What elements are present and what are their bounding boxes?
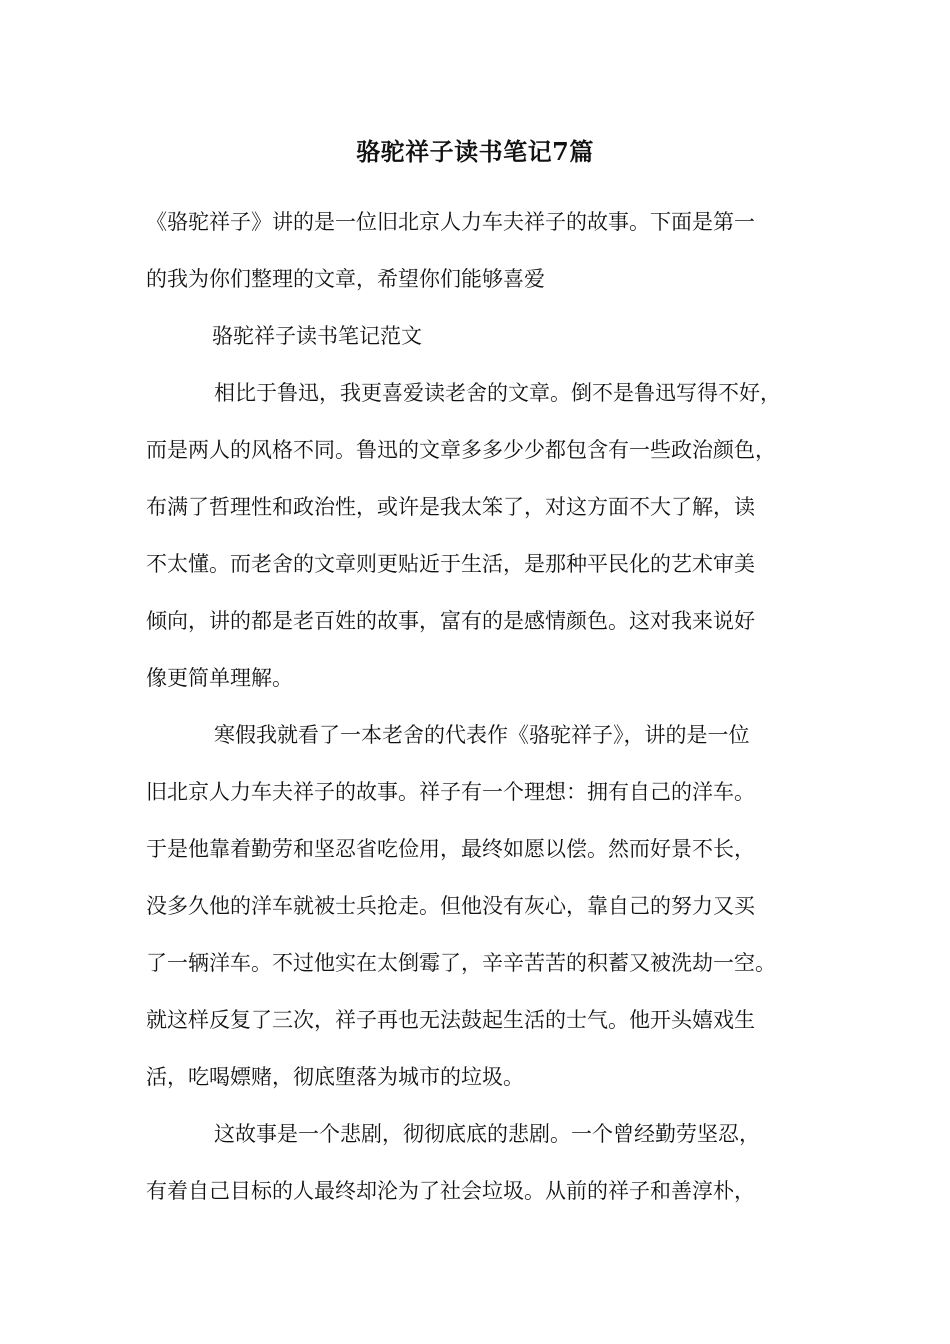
paragraph3-line-2: 有着自己目标的人最终却沦为了社会垃圾。从前的祥子和善淳朴， (146, 1179, 755, 1203)
paragraph2-line-1: 寒假我就看了一本老舍的代表作《骆驼祥子》，讲的是一位 (214, 723, 750, 747)
paragraph2-line-3: 于是他靠着勤劳和坚忍省吃俭用，最终如愿以偿。然而好景不长， (146, 837, 755, 861)
paragraph1-line-4: 不太懂。而老舍的文章则更贴近于生活，是那种平民化的艺术审美 (146, 552, 755, 576)
paragraph1-line-2: 而是两人的风格不同。鲁迅的文章多多少少都包含有一些政治颜色， (146, 438, 776, 462)
intro-line-2: 的我为你们整理的文章，希望你们能够喜爱 (146, 267, 545, 291)
paragraph1-line-6: 像更简单理解。 (146, 666, 293, 690)
intro-line-1: 《骆驼祥子》讲的是一位旧北京人力车夫祥子的故事。下面是第一 (146, 210, 755, 234)
paragraph3-line-1: 这故事是一个悲剧，彻彻底底的悲剧。一个曾经勤劳坚忍， (214, 1122, 760, 1146)
paragraph1-line-3: 布满了哲理性和政治性，或许是我太笨了，对这方面不大了解，读 (146, 495, 755, 519)
paragraph2-line-2: 旧北京人力车夫祥子的故事。祥子有一个理想：拥有自己的洋车。 (146, 780, 755, 804)
document-title: 骆驼祥子读书笔记7篇 (356, 137, 594, 166)
paragraph2-line-5: 了一辆洋车。不过他实在太倒霉了，辛辛苦苦的积蓄又被洗劫一空。 (146, 951, 776, 975)
paragraph2-line-4: 没多久他的洋车就被士兵抢走。但他没有灰心，靠自己的努力又买 (146, 894, 755, 918)
paragraph1-line-1: 相比于鲁迅，我更喜爱读老舍的文章。倒不是鲁迅写得不好， (214, 381, 781, 405)
section-title: 骆驼祥子读书笔记范文 (212, 324, 422, 348)
paragraph2-line-6: 就这样反复了三次，祥子再也无法鼓起生活的士气。他开头嬉戏生 (146, 1008, 755, 1032)
paragraph2-line-7: 活，吃喝嫖赌，彻底堕落为城市的垃圾。 (146, 1065, 524, 1089)
paragraph1-line-5: 倾向，讲的都是老百姓的故事，富有的是感情颜色。这对我来说好 (146, 609, 755, 633)
